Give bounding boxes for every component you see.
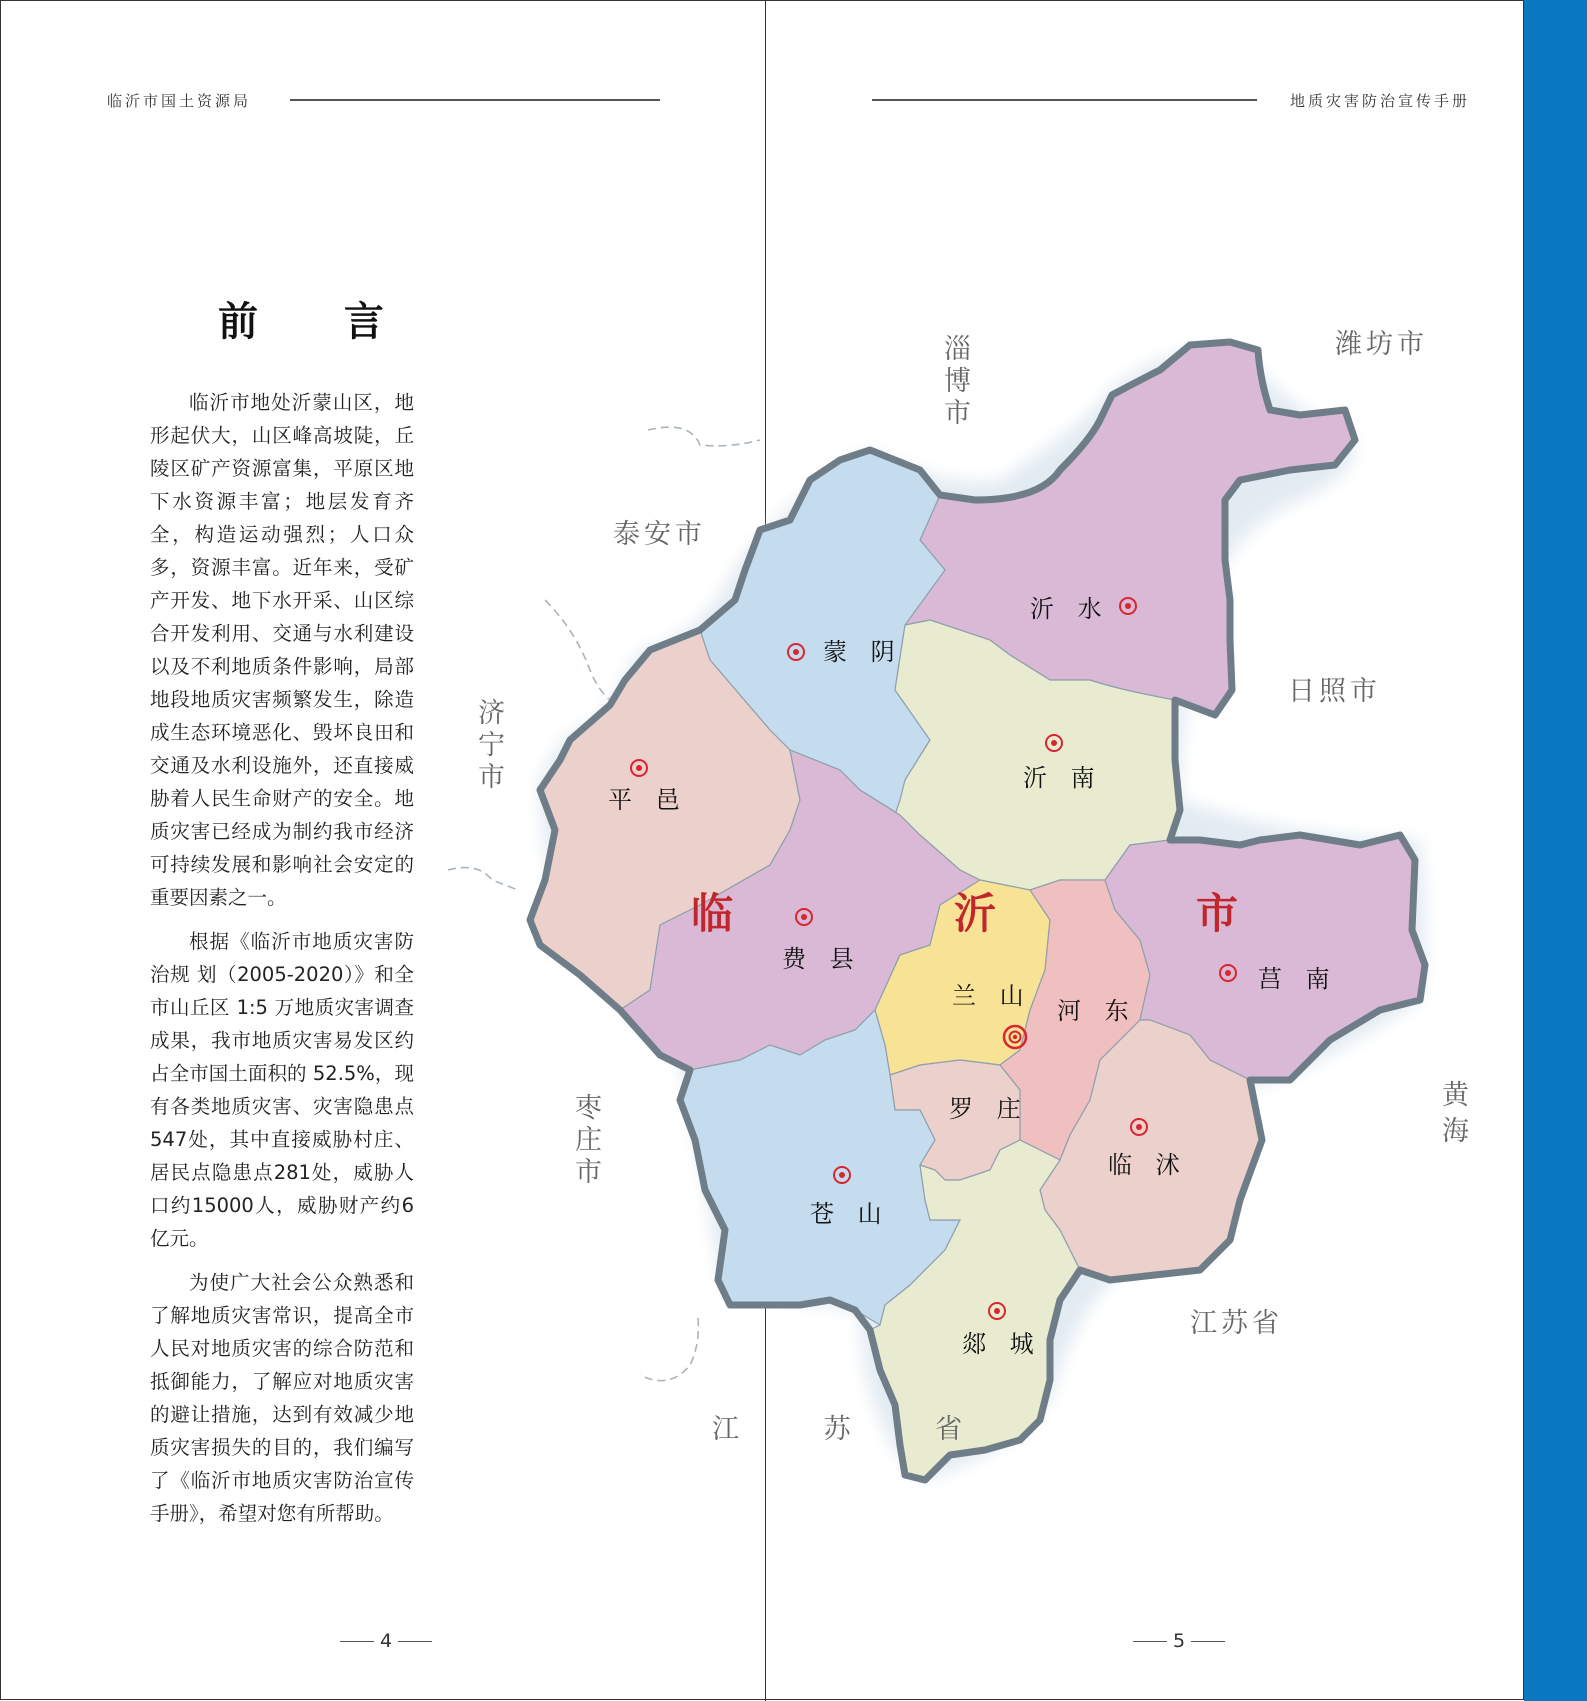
page-number-value: 5 bbox=[1172, 1630, 1186, 1652]
neighbor-weifang: 潍坊市 bbox=[1335, 329, 1428, 360]
left-header: 临沂市国土资源局 bbox=[107, 92, 252, 110]
preface-paragraph-1: 临沂市地处沂蒙山区，地形起伏大，山区峰高坡陡，丘陵区矿产资源富集，平原区地下水资源丰富；地层发育齐全，构造运动强烈；人口众多，资源丰富。近年来，受矿产开发、地下水开采、山区综合开发利用、交通与水利建设以及不利地质条件影响，局部地段地质灾害频繁发生，除造成生态环境恶化、毁坏良田和交通及水利设施外，还直接威胁着人民生命财产的安全。地质灾害已经成为制约我市经济可持续发展和影响社会安定的重要因素之一。 bbox=[150, 391, 414, 909]
neighbor-zibo-3: 市 bbox=[944, 398, 975, 429]
label-lanshan: 兰 山 bbox=[952, 982, 1032, 1010]
page-number-right bbox=[1133, 1630, 1225, 1652]
neighbor-zaozhuang-1: 枣 bbox=[575, 1093, 606, 1124]
preface-paragraph-2: 根据《临沂市地质灾害防治规 划（2005-2020）》和全市山丘区 1:5 万地质灾害调查成果，我市地质灾害易发区约占全市国土面积的 52.5%，现有各类地质灾害、灾害隐患点547处，其中直接威胁村庄、居民点隐患点281处，威胁人口约15000人，威胁财产约6亿元。 bbox=[150, 930, 414, 1250]
preface-paragraph-3: 为使广大社会公众熟悉和了解地质灾害常识，提高全市人民对地质灾害的综合防范和抵御能力，了解应对地质灾害的避让措施，达到有效减少地质灾害损失的目的，我们编写了《临沂市地质灾害防治宣传手册》，希望对您有所帮助。 bbox=[150, 1271, 414, 1525]
preface-title: 前 言 bbox=[218, 299, 420, 345]
neighbor-zibo-1: 淄 bbox=[944, 334, 975, 365]
page-number-dash bbox=[340, 1641, 374, 1642]
neighbor-rizhao: 日照市 bbox=[1288, 676, 1381, 707]
city-name-char-2: 沂 bbox=[954, 889, 997, 938]
neighbor-zaozhuang-2: 庄 bbox=[575, 1125, 606, 1156]
label-feixian: 费 县 bbox=[782, 945, 862, 973]
neighbor-jiangsu-south: 江 苏 省 bbox=[712, 1414, 1001, 1445]
neighbor-jining-1: 济 bbox=[478, 698, 509, 729]
neighbor-zaozhuang-3: 市 bbox=[575, 1157, 606, 1188]
neighbor-taian: 泰安市 bbox=[613, 519, 706, 550]
page-number-dash bbox=[1133, 1641, 1167, 1642]
label-hedong: 河 东 bbox=[1057, 997, 1137, 1025]
page-number-dash bbox=[398, 1641, 432, 1642]
neighbor-jining-2: 宁 bbox=[478, 730, 509, 761]
label-yishui: 沂 水 bbox=[1030, 595, 1110, 623]
label-pingyi: 平 邑 bbox=[608, 786, 688, 814]
neighbor-huanghai-1: 黄 bbox=[1442, 1080, 1473, 1111]
page-number-left bbox=[340, 1630, 432, 1652]
neighbor-zibo-2: 博 bbox=[944, 366, 975, 397]
label-yinan: 沂 南 bbox=[1023, 764, 1103, 792]
neighbor-jining-3: 市 bbox=[478, 762, 509, 793]
label-cangshan: 苍 山 bbox=[810, 1200, 890, 1228]
label-luozhuang: 罗 庄 bbox=[949, 1095, 1029, 1123]
city-name-char-1: 临 bbox=[691, 889, 734, 938]
page-number-value: 4 bbox=[379, 1630, 393, 1652]
label-mengyin: 蒙 阴 bbox=[823, 638, 903, 666]
neighbor-jiangsu-east: 江苏省 bbox=[1190, 1308, 1283, 1339]
neighbor-huanghai-2: 海 bbox=[1442, 1116, 1473, 1147]
page-number-dash bbox=[1191, 1641, 1225, 1642]
right-header: 地质灾害防治宣传手册 bbox=[1290, 92, 1471, 110]
label-junan: 莒 南 bbox=[1258, 965, 1338, 993]
city-name-char-3: 市 bbox=[1196, 889, 1239, 938]
label-tancheng: 郯 城 bbox=[962, 1330, 1042, 1358]
label-linshu: 临 沭 bbox=[1108, 1151, 1188, 1179]
